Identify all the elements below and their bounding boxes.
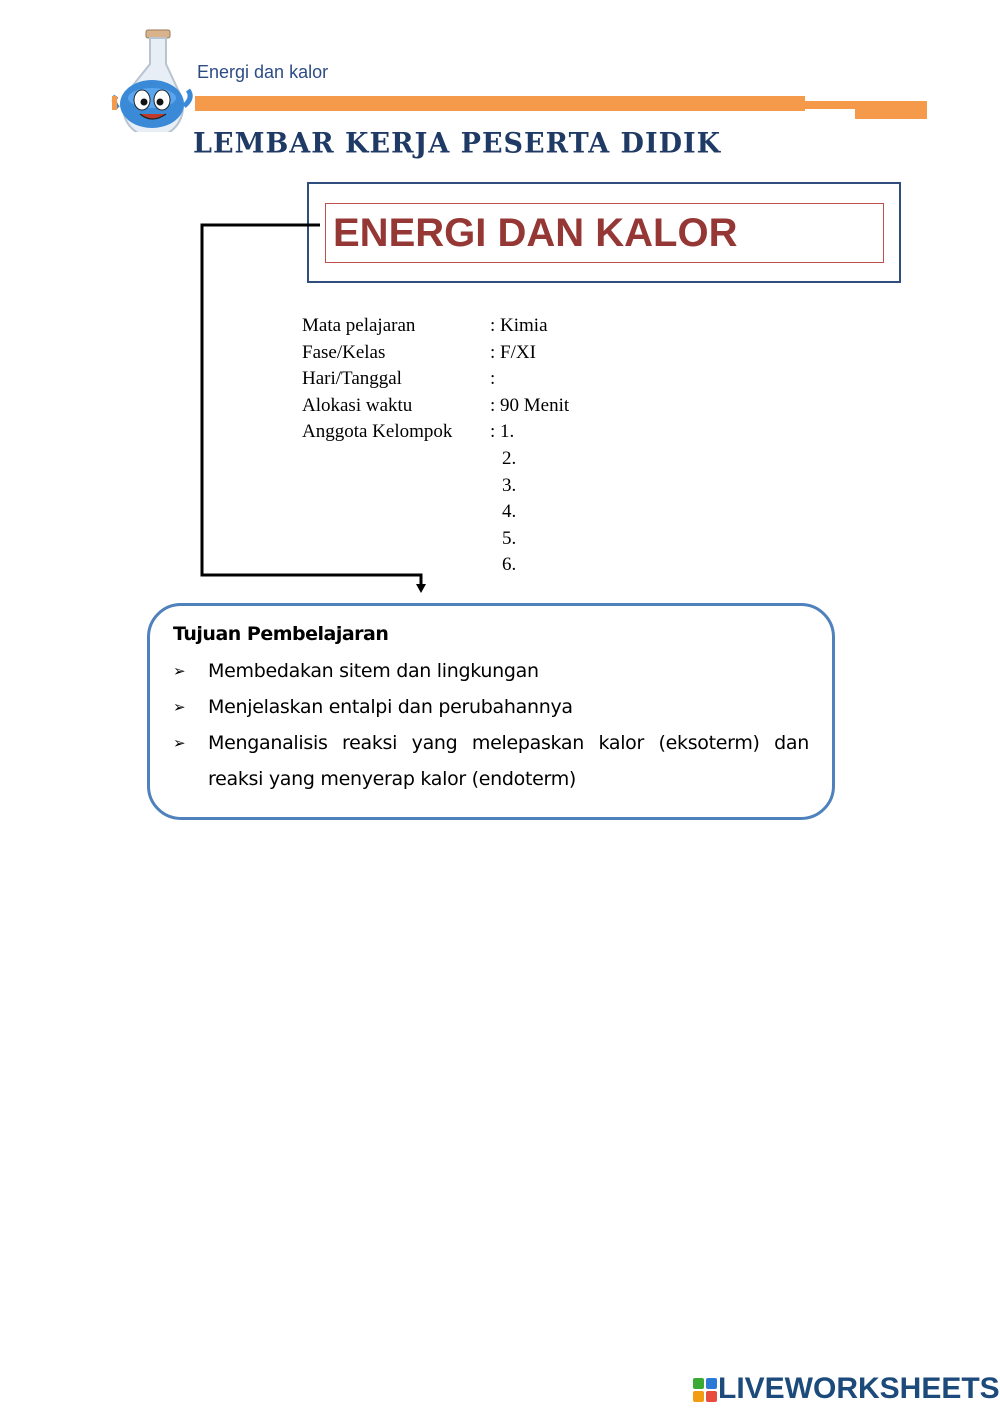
header-bar-step-lower: [855, 109, 927, 119]
objective-text: Menjelaskan entalpi dan perubahannya: [208, 696, 573, 718]
info-label-duration: Alokasi waktu: [302, 394, 413, 416]
objective-item: [173, 725, 809, 797]
liveworksheets-logo-text[interactable]: LIVEWORKSHEETS: [718, 1372, 1000, 1405]
header-bar: [195, 96, 805, 111]
info-value-class: : F/XI: [490, 341, 536, 363]
header-title: Energi dan kalor: [197, 62, 329, 82]
objective-text: Membedakan sitem dan lingkungan: [208, 660, 539, 682]
objectives-title: Tujuan Pembelajaran: [173, 623, 389, 645]
info-values: [490, 313, 569, 579]
info-value-date: :: [490, 368, 496, 390]
group-member-number: 6.: [502, 554, 517, 576]
info-labels: [302, 313, 452, 446]
info-label-class: Fase/Kelas: [302, 341, 386, 363]
group-member-number: 5.: [502, 527, 517, 549]
info-value-group: : 1.: [490, 421, 515, 443]
header-bar-accent: [112, 96, 117, 110]
info-label-subject: Mata pelajaran: [302, 315, 416, 336]
objective-item: [173, 689, 809, 725]
worksheet-heading: LEMBAR KERJA PESERTA DIDIK: [193, 127, 722, 160]
info-value-subject: : Kimia: [490, 315, 548, 336]
group-member-number: 2.: [502, 447, 517, 469]
info-label-group: Anggota Kelompok: [302, 421, 453, 443]
group-member-number: 3.: [502, 474, 517, 496]
objective-text: Menganalisis reaksi yang melepaskan kalor (eksoterm) dan reaksi yang menyerap kalor (endoterm): [208, 732, 809, 790]
info-label-date: Hari/Tanggal: [302, 368, 402, 390]
group-member-number: 4.: [502, 501, 517, 523]
flask-mascot-icon: [110, 28, 194, 132]
arrow-bullet-icon: ➢: [173, 734, 186, 752]
arrow-bullet-icon: ➢: [173, 698, 186, 716]
arrow-bullet-icon: ➢: [173, 662, 186, 680]
header-bar-step: [805, 101, 927, 109]
info-value-duration: : 90 Menit: [490, 394, 570, 416]
page-title: ENERGI DAN KALOR: [333, 211, 738, 255]
objective-item: [173, 653, 809, 689]
liveworksheets-logo-icon: [693, 1378, 717, 1402]
